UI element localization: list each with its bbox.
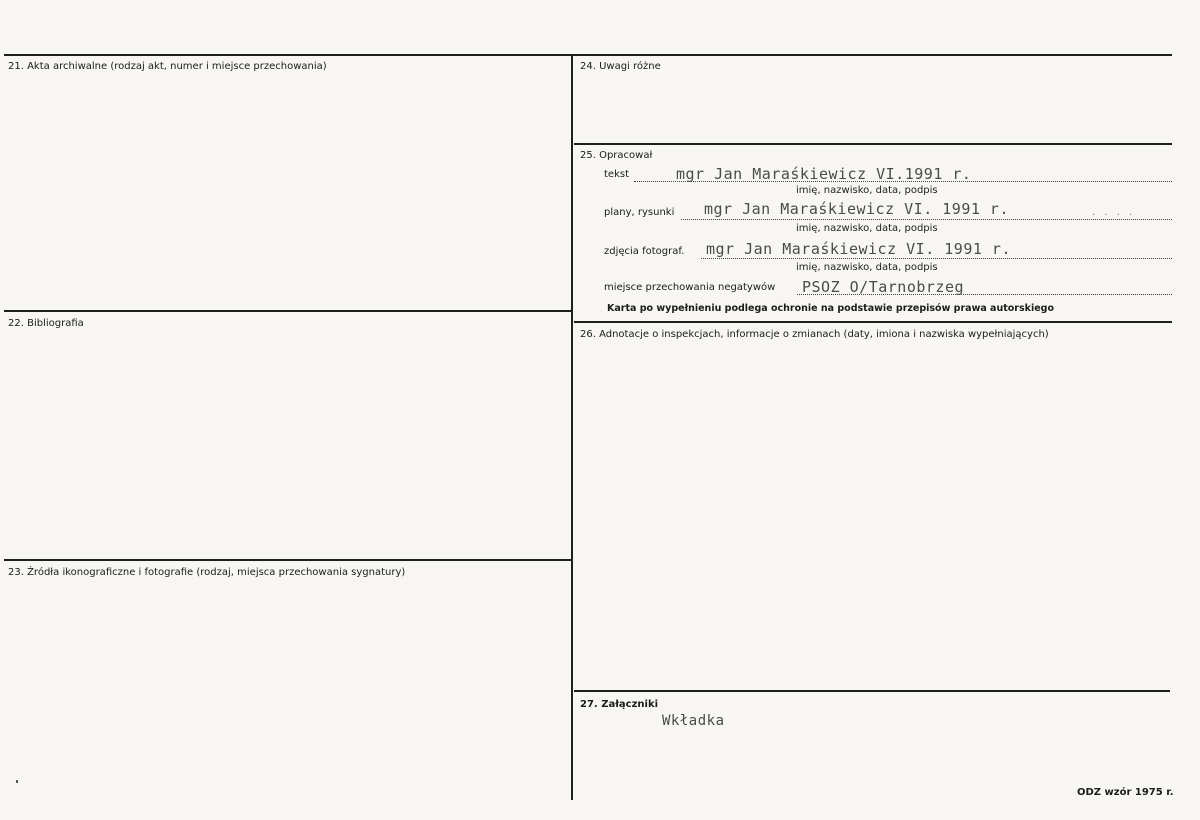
- zdjecia-dotted-line: [701, 258, 1172, 259]
- plany-caption: imię, nazwisko, data, podpis: [796, 223, 938, 234]
- section-25-title: 25. Opracował: [580, 150, 653, 161]
- top-rule: [4, 54, 1172, 56]
- plany-value: mgr Jan Maraśkiewicz VI. 1991 r.: [704, 200, 1009, 218]
- copyright-notice: Karta po wypełnieniu podlega ochronie na podstawie przepisów prawa autorskiego: [607, 303, 1054, 314]
- negatywy-value: PSOZ O/Tarnobrzeg: [802, 278, 965, 296]
- negatywy-label: miejsce przechowania negatywów: [604, 282, 776, 293]
- section-24-title: 24. Uwagi różne: [580, 61, 661, 72]
- section-27-title: 27. Załączniki: [580, 699, 659, 710]
- rule-under-26: [574, 690, 1170, 692]
- section-22-title: 22. Bibliografia: [8, 318, 84, 329]
- center-vertical-rule: [571, 54, 573, 800]
- zdjecia-value: mgr Jan Maraśkiewicz VI. 1991 r.: [706, 240, 1011, 258]
- plany-dotted-line: [681, 219, 1172, 220]
- zdjecia-label: zdjęcia fotograf.: [604, 246, 685, 257]
- rule-under-24: [574, 143, 1172, 145]
- paper-speck: [16, 780, 18, 783]
- zdjecia-caption: imię, nazwisko, data, podpis: [796, 262, 938, 273]
- attachments-value: Wkładka: [662, 713, 725, 729]
- rule-under-22: [4, 559, 571, 561]
- tekst-value: mgr Jan Maraśkiewicz VI.1991 r.: [676, 165, 972, 183]
- section-26-title: 26. Adnotacje o inspekcjach, informacje o zmianach (daty, imiona i nazwiska wypełniających): [580, 329, 1049, 340]
- section-21-title: 21. Akta archiwalne (rodzaj akt, numer i miejsce przechowania): [8, 61, 327, 72]
- section-23-title: 23. Źródła ikonograficzne i fotografie (rodzaj, miejsca przechowania sygnatury): [8, 567, 406, 578]
- plany-faint-marks: . . . .: [1092, 207, 1136, 218]
- form-identifier: ODZ wzór 1975 r.: [1077, 787, 1174, 798]
- rule-under-25: [574, 321, 1172, 323]
- tekst-label: tekst: [604, 169, 629, 180]
- plany-label: plany, rysunki: [604, 207, 675, 218]
- tekst-caption: imię, nazwisko, data, podpis: [796, 185, 938, 196]
- rule-under-21: [4, 310, 571, 312]
